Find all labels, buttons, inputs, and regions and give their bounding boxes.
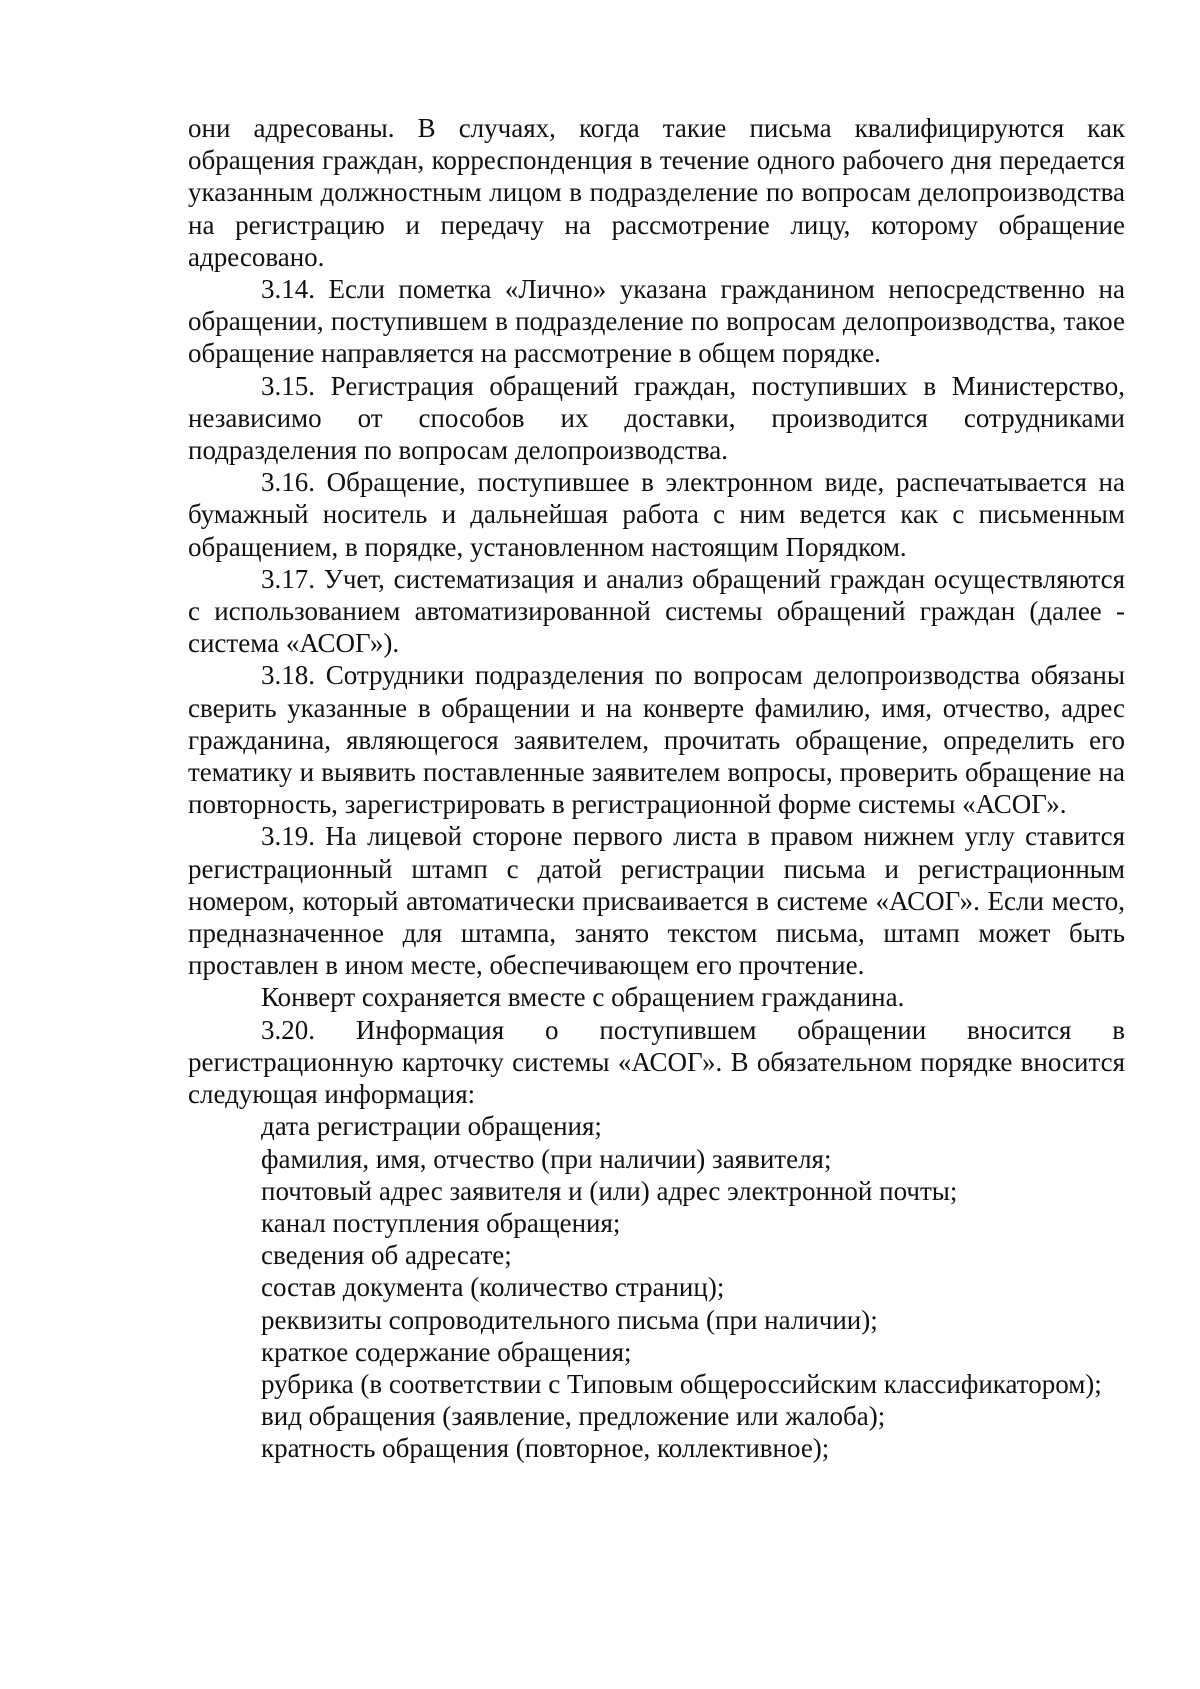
list-item: краткое содержание обращения; — [261, 1336, 632, 1367]
list-item: вид обращения (заявление, предложение или жалоба); — [261, 1401, 886, 1432]
paragraph-3-19: 3.19. На лицевой стороне первого листа в правом нижнем углу ставится регистрационный штамп с датой регистрации письма и регистрационным номером, который автоматически присваивается в системе «АСОГ». Если место, предназначенное для штампа, занято текстом письма, штамп может быть проставлен в ином месте, обеспечивающем его прочтение. — [188, 821, 1125, 981]
paragraph-3-18: 3.18. Сотрудники подразделения по вопросам делопроизводства обязаны сверить указанные в обращении и на конверте фамилию, имя, отчество, адрес гражданина, являющегося заявителем, прочитать обращение, определить его тематику и выявить поставленные заявителем вопросы, проверить обращение на повторность, зарегистрировать в регистрационной форме системы «АСОГ». — [188, 660, 1125, 820]
paragraph-3-15: 3.15. Регистрация обращений граждан, поступивших в Министерство, независимо от способов их доставки, производится сотрудниками подразделения по вопросам делопроизводства. — [188, 370, 1125, 466]
list-item: фамилия, имя, отчество (при наличии) заявителя; — [261, 1143, 832, 1174]
paragraph-3-16: 3.16. Обращение, поступившее в электронном виде, распечатывается на бумажный носитель и дальнейшая работа с ним ведется как с письменным обращением, в порядке, установленном настоящим Порядком. — [188, 467, 1125, 562]
list-item: реквизиты сопроводительного письма (при наличии); — [261, 1304, 878, 1335]
paragraph-3-17: 3.17. Учет, систематизация и анализ обращений граждан осуществляются с использованием автоматизированной системы обращений граждан (далее - система «АСОГ»). — [188, 563, 1125, 659]
paragraph-envelope: Конверт сохраняется вместе с обращением гражданина. — [261, 982, 905, 1013]
paragraph-3-20: 3.20. Информация о поступившем обращении вносится в регистрационную карточку системы «АСОГ». В обязательном порядке вносится следующая информация: — [188, 1014, 1125, 1110]
document-body — [188, 112, 1125, 1465]
list-item: сведения об адресате; — [261, 1240, 512, 1271]
list-item: почтовый адрес заявителя и (или) адрес электронной почты; — [261, 1175, 958, 1206]
list-item: состав документа (количество страниц); — [261, 1272, 725, 1303]
paragraph-continuation: они адресованы. В случаях, когда такие письма квалифицируются как обращения граждан, корреспонденция в течение одного рабочего дня передается указанным должностным лицом в подразделение по вопросам делопроизводства на регистрацию и передачу на рассмотрение лицу, которому обращение адресовано. — [188, 113, 1125, 272]
list-item: дата регистрации обращения; — [261, 1111, 602, 1142]
list-item: канал поступления обращения; — [261, 1207, 621, 1238]
list-item: рубрика (в соответствии с Типовым общероссийским классификатором); — [261, 1368, 1102, 1399]
paragraph-3-14: 3.14. Если пометка «Лично» указана гражданином непосредственно на обращении, поступившем в подразделение по вопросам делопроизводства, такое обращение направляется на рассмотрение в общем порядке. — [188, 274, 1125, 369]
list-item: кратность обращения (повторное, коллективное); — [261, 1433, 830, 1464]
